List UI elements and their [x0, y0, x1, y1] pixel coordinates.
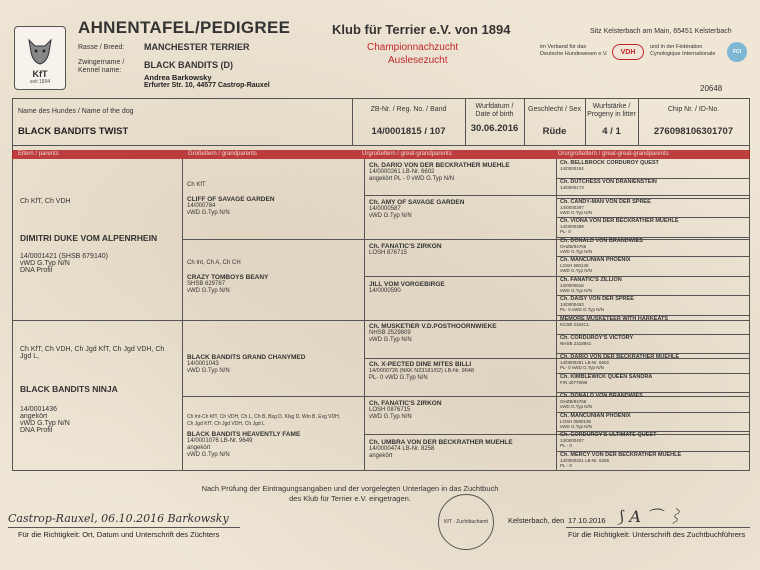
- great-great-grandparent: Ch. MERCY VON DER BECKRATHER MUEHLE 14/0000321 LB-Nr. 6256 PL - 0: [560, 452, 682, 468]
- zb-value: 14/0001815 / 107: [371, 126, 446, 137]
- great-great-grandparent: Ch. CORDUROY'S ULTIMATE QUEST 14/0000407 PL - 0: [560, 432, 657, 448]
- great-great-grandparent: Ch. MANCUNIAN PHOENIX LOSH 0680136 vWD G.Typ N/N: [560, 413, 631, 429]
- breeder-address: Erfurter Str. 10, 44577 Castrop-Rauxel: [144, 82, 270, 89]
- zb-label: ZB-Nr. / Reg. No. / Band: [370, 106, 447, 113]
- great-great-grandparent: Ch. MANCUNIAN PHOENIX LOSH 680136 vWD G.Typ N/N: [560, 257, 631, 273]
- registrar-caption: Für die Richtigkeit: Unterschrift des Zuchtbuchführers: [568, 530, 746, 539]
- logo-text: KfT: [32, 69, 48, 79]
- great-grandparent-4: JILL VOM VORGEBIRGE 14/0000590: [369, 281, 445, 294]
- kennel-value: BLACK BANDITS (D): [144, 60, 233, 70]
- grandparent-2: Ch Int, Ch A, Ch CH CRAZY TOMBOYS BEANY SHSB 629787 vWD G.Typ N/N: [187, 260, 269, 294]
- selection-line: Auslesezucht: [388, 55, 448, 66]
- great-great-grandparent: Ch. FANATIC'S ZILLION 14/0000518 vWD G.Typ N/N: [560, 277, 622, 293]
- fci-text: und in der Fédération Cynologique Internationale: [650, 44, 716, 57]
- logo-subtext: seit 1894: [29, 79, 51, 85]
- sex-label: Geschlecht / Sex: [528, 106, 581, 113]
- great-great-grandparent: Ch. DONALD VON BRANDWIES OHZB/94766 vWD G.Typ N/N: [560, 393, 643, 409]
- col-great-great-grandparents: Ururgroßeltern / great-great-grandparents: [558, 151, 669, 157]
- place-date-label: Kelsterbach, den: [508, 516, 565, 525]
- great-great-grandparent: Ch. DUTCHESS VON DRANIENSTEIN 14/0000173: [560, 179, 657, 190]
- great-great-grandparent: Ch. CANDY-MAN VON DER SPREE 14/0000397 vWD G.Typ N/N: [560, 199, 651, 215]
- great-great-grandparent: Ch. VIONA VON DER BECKRATHER MUEHLE 14/0000489 PL- 0: [560, 218, 679, 234]
- breed-label: Rasse / Breed:: [78, 44, 125, 51]
- document-number: 20648: [700, 84, 723, 93]
- dam: Ch KfT, Ch VDH, Ch Jgd KfT, Ch Jgd VDH, Ch Jgd L, BLACK BANDITS NINJA 14/0001436 angekört vWD G.Typ N/N DNA Profil: [20, 346, 165, 434]
- great-great-grandparent: Ch. CORDUROY'S VICTORY NHSB 2318941: [560, 335, 634, 346]
- document-title: AHNENTAFEL/PEDIGREE: [78, 18, 291, 37]
- great-grandparent-5: Ch. MUSKETIER V.D.POSTHOORNWIEKE NHSB 2529809 vWD G.Typ N/N: [369, 323, 497, 343]
- breed-value: MANCHESTER TERRIER: [144, 42, 250, 52]
- dog-name-label: Name des Hundes / Name of the dog: [18, 108, 134, 115]
- kft-logo: [14, 26, 66, 90]
- sex-value: Rüde: [542, 126, 567, 137]
- champion-line: Championnachzucht: [367, 42, 459, 53]
- vdh-logo: VDH: [612, 44, 644, 60]
- registrar-signature: ⟆ A ⌒ ⌇: [618, 507, 684, 526]
- terrier-head-icon: [23, 36, 57, 66]
- great-grandparent-1: Ch. DARIO VON DER BECKRATHER MUEHLE 14/0000261 LB-Nr. 6602 angekört PL - 0 vWD G.Typ N/N: [369, 162, 510, 182]
- great-great-grandparent: MEMORE MUSKETEER WITH HARKEATS KCSB 2154CL: [560, 316, 669, 327]
- chip-label: Chip Nr. / ID-No.: [667, 106, 720, 113]
- great-grandparent-8: Ch. UMBRA VON DER BECKRATHER MUEHLE 14/0000474 LB-Nr. 8258 angekört: [369, 439, 513, 459]
- great-great-grandparent: Ch. DONALD VON BRANDWIES OHZB/94766 vWD G.Typ N/N: [560, 238, 643, 254]
- great-grandparent-6: Ch. X-PECTED DINE MITES BILLI 14/0000726 (NKK N23181/02) LB-Nr. 9648 PL- 0 vWD G.Typ N/N: [369, 361, 474, 381]
- grandparent-1: Ch KfT CLIFF OF SAVAGE GARDEN 14/000784 vWD G.Typ N/N: [187, 182, 275, 216]
- great-grandparent-2: Ch. AMY OF SAVAGE GARDEN 14/0000587 vWD G.Typ N/N: [369, 199, 465, 219]
- col-great-grandparents: Urgroßeltern / great-grandparents: [362, 151, 452, 157]
- chip-value: 276098106301707: [653, 126, 734, 137]
- dob-value: 30.06.2016: [470, 123, 519, 134]
- vdh-text: im Verband für das Deutsche Hundewesen e.V.: [540, 44, 608, 57]
- litter-value: 4 / 1: [602, 126, 621, 137]
- dog-name: BLACK BANDITS TWIST: [18, 126, 129, 137]
- place-date: 17.10.2016: [568, 516, 606, 525]
- breeder-name: Andrea Barkowsky: [144, 73, 212, 82]
- registry-note: Nach Prüfung der Eintragungsangaben und der vorgelegten Unterlagen in das Zuchtbuch des Klub für Terrier e.V. eingetragen.: [201, 484, 499, 503]
- sire: Ch KfT, Ch VDH DIMITRI DUKE VOM ALPENRHEIN 14/0001421 (SHSB 679140) vWD G.Typ N/N DNA Profil: [20, 198, 158, 274]
- great-great-grandparent: Ch. DAISY VON DER SPREE 14/0000463 PL- 0 vWD G.Typ N/N: [560, 296, 634, 312]
- club-stamp: KfT · Zuchtbuchamt: [438, 494, 494, 550]
- great-great-grandparent: Ch. KIMBLEWICK QUEEN SANDRA FIN 40779/96: [560, 374, 653, 385]
- grandparent-3: BLACK BANDITS GRAND CHANYMED 14/0001043 vWD G.Typ N/N: [187, 354, 306, 374]
- club-address: Sitz Kelsterbach am Main, 65451 Kelsterbach: [590, 28, 732, 35]
- breeder-signature: Castrop-Rauxel, 06.10.2016 Barkowsky: [8, 512, 229, 525]
- great-great-grandparent: Ch. DARIO VON DER BECKRATHER MUEHLE 14/0000261 LB-Nr. 6602 PL- 0 vWD G.Typ N/N: [560, 354, 680, 370]
- great-grandparent-7: Ch. FANATIC'S ZIRKON LOSH 0876715 vWD G.Typ N/N: [369, 400, 442, 420]
- col-grandparents: Großeltern / grandparents: [188, 151, 258, 157]
- generation-header-bar: [12, 150, 750, 159]
- kennel-label-1: Zwingername /: [78, 59, 125, 66]
- great-great-grandparent: Ch. BELLBROCK CORDUROY QUEST 14/0000194: [560, 160, 659, 171]
- club-name: Klub für Terrier e.V. von 1894: [332, 22, 511, 37]
- kennel-label-2: Kennel name:: [78, 67, 122, 74]
- col-parents: Eltern / parents: [18, 151, 59, 157]
- grandparent-4: Ch Int-Ch KfT, Ch VDH, Ch L, Ch B, Bsg D, Klsg D, Win B, Esg VDH, Ch Jgd KfT, Ch Jgd VDH, Ch Jgd L BLACK BANDITS HEAVENTLY FAME 14/0001076 LB-Nr. 9649 angekört vWD G.Typ N/N: [187, 414, 341, 458]
- great-grandparent-3: Ch. FANATIC'S ZIRKON LOSH 876715: [369, 243, 442, 256]
- dob-label: Wurfdatum / Date of birth: [475, 103, 514, 118]
- fci-logo: FCI: [727, 42, 747, 62]
- litter-label: Wurfstärke / Progeny in litter: [587, 103, 636, 118]
- breeder-caption: Für die Richtigkeit: Ort, Datum und Unterschrift des Züchters: [18, 530, 220, 539]
